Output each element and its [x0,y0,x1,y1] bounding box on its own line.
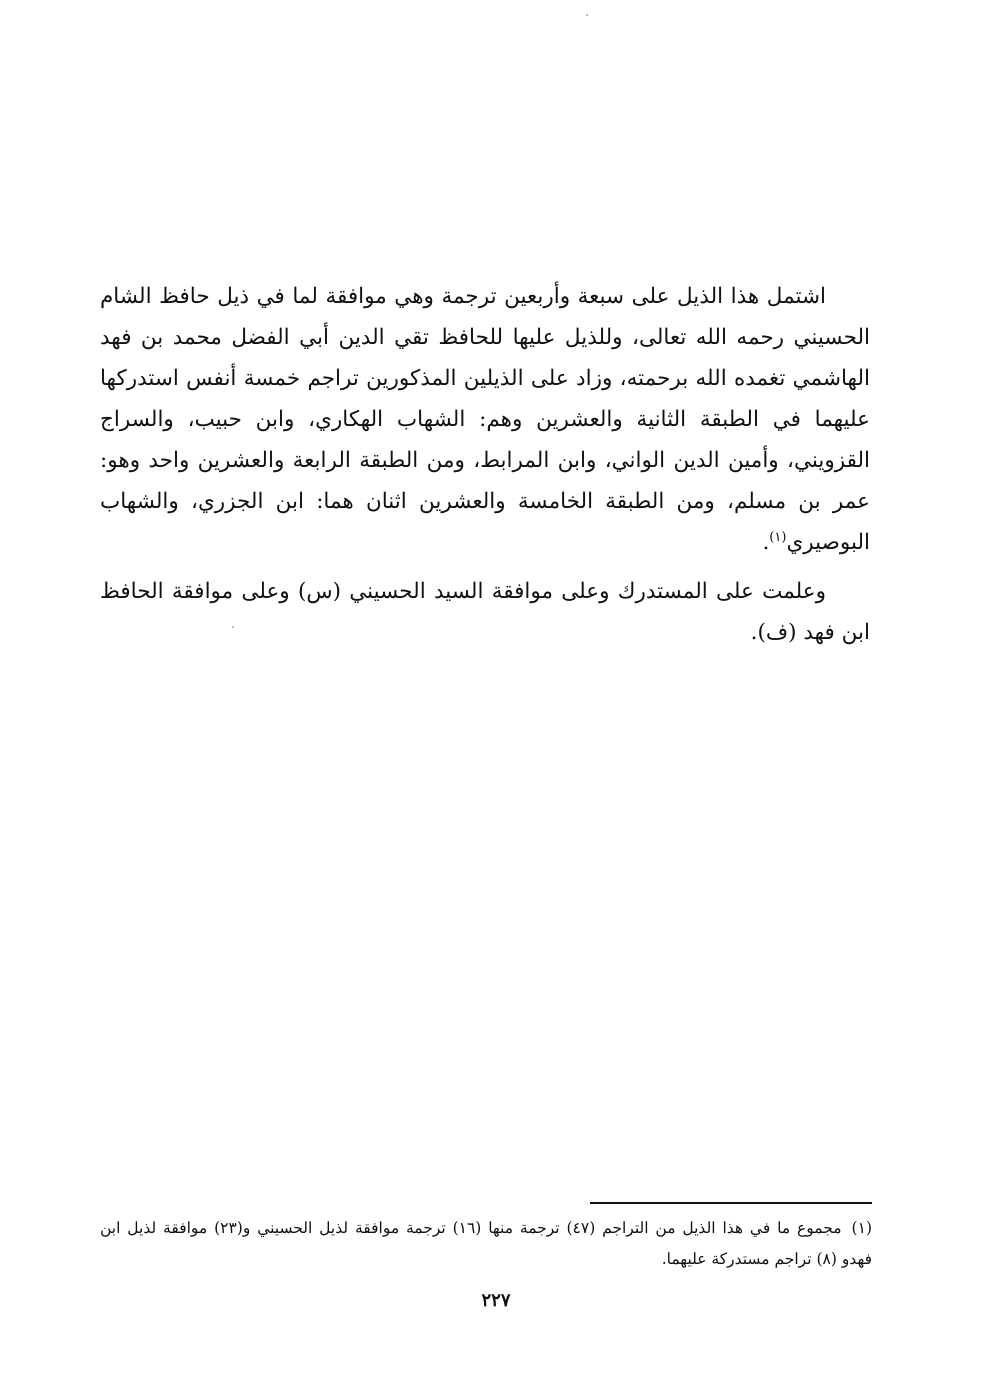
paragraph-1-end: . [762,530,770,555]
footnote-text: مجموع ما في هذا الذيل من التراجم (٤٧) ترجمة منها (١٦) ترجمة موافقة لذيل الحسيني و(٢٣) موافقة لذيل ابن فهدو (٨) تراجم مستدركة عليهما. [100,1219,872,1268]
footnote-1 [100,1213,872,1275]
paragraph-2: وعلمت على المستدرك وعلى موافقة السيد الحسيني (س) وعلى موافقة الحافظ ابن فهد (ف). [100,579,870,645]
footnote [100,1213,872,1275]
footnote-separator [590,1202,872,1204]
paragraph-1-text: اشتمل هذا الذيل على سبعة وأربعين ترجمة وهي موافقة لما في ذيل حافظ الشام الحسيني رحمه الله تعالى، وللذيل عليها للحافظ تقي الدين أبي الفضل محمد بن فهد الهاشمي تغمده الله برحمته، وزاد على الذيلين المذكورين تراجم خمسة أنفس استدركها عليهما في الطبقة الثانية والعشرين وهم: الشهاب الهكاري، وابن حبيب، والسراج القزويني، وأمين الدين الواني، وابن المرابط، ومن الطبقة الرابعة والعشرين واحد وهو: عمر بن مسلم، ومن الطبقة الخامسة والعشرين اثنان هما: ابن الجزري، والشهاب البوصيري [100,284,870,555]
scan-speck [586,14,588,16]
footnote-marker[interactable]: (١) [769,529,787,545]
footnote-number: (١) [851,1219,872,1237]
page-number: ٢٢٧ [481,1290,511,1311]
main-text [100,276,870,653]
paragraph-1 [100,276,870,563]
